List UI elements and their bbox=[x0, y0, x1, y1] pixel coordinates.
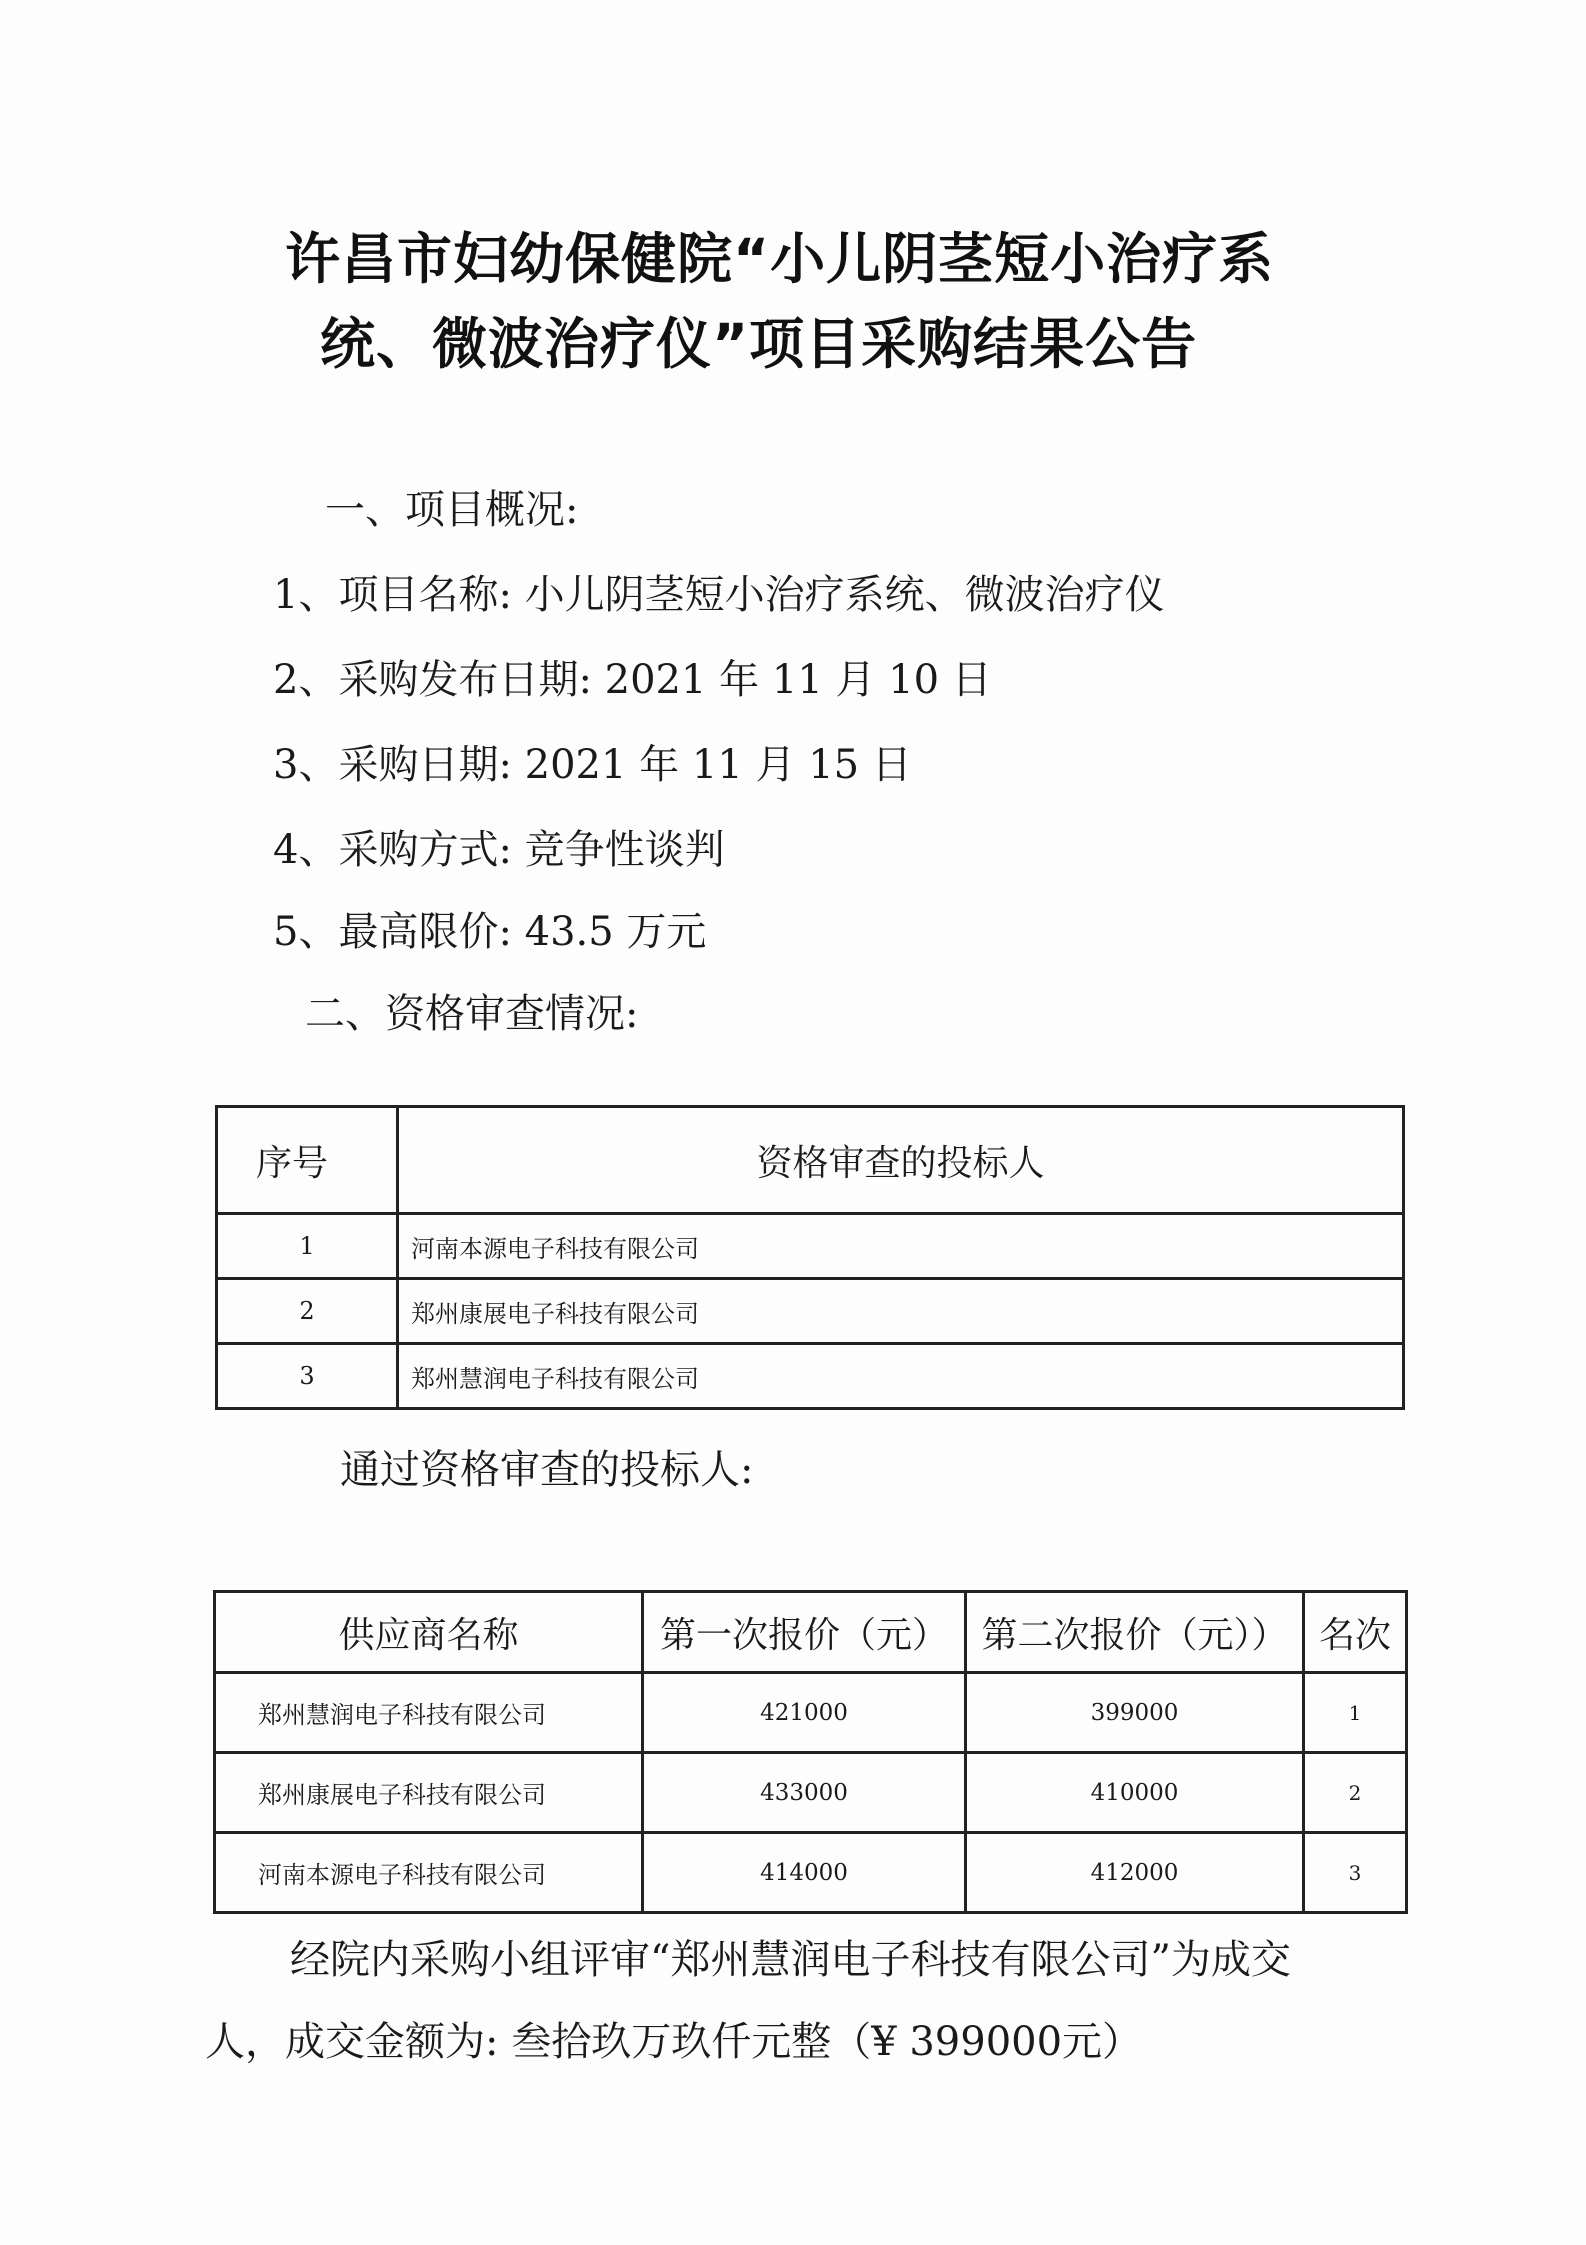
column-header-bidder: 资格审查的投标人 bbox=[398, 1107, 1404, 1214]
conclusion-line-2: 人，成交金额为: 叁拾玖万玖仟元整（¥ 399000元） bbox=[205, 2019, 1143, 2065]
max-price-item: 5、最高限价: 43.5 万元 bbox=[273, 909, 707, 955]
bidder-name: 郑州慧润电子科技有限公司 bbox=[398, 1344, 1404, 1409]
section-1-heading: 一、项目概况: bbox=[325, 487, 579, 533]
table-row bbox=[217, 1214, 1404, 1279]
supplier-name: 郑州慧润电子科技有限公司 bbox=[215, 1673, 643, 1753]
document-title-line-1: 许昌市妇幼保健院“小儿阴茎短小治疗系 bbox=[285, 227, 1275, 291]
rank: 1 bbox=[1304, 1673, 1407, 1753]
rank: 2 bbox=[1304, 1753, 1407, 1833]
table-row bbox=[215, 1673, 1407, 1753]
passed-bidders-heading: 通过资格审查的投标人: bbox=[340, 1447, 754, 1493]
row-number: 2 bbox=[217, 1279, 398, 1344]
project-name-item: 1、项目名称: 小儿阴茎短小治疗系统、微波治疗仪 bbox=[273, 572, 1165, 618]
table-row bbox=[217, 1279, 1404, 1344]
column-header-first-quote: 第一次报价（元） bbox=[643, 1592, 966, 1673]
column-header-second-quote: 第二次报价（元）） bbox=[966, 1592, 1304, 1673]
row-number: 3 bbox=[217, 1344, 398, 1409]
qualification-table bbox=[215, 1105, 1405, 1410]
row-number: 1 bbox=[217, 1214, 398, 1279]
first-quote: 414000 bbox=[643, 1833, 966, 1913]
second-quote: 412000 bbox=[966, 1833, 1304, 1913]
column-header-number: 序号 bbox=[217, 1107, 398, 1214]
supplier-name: 郑州康展电子科技有限公司 bbox=[215, 1753, 643, 1833]
table-row bbox=[215, 1833, 1407, 1913]
first-quote: 421000 bbox=[643, 1673, 966, 1753]
column-header-supplier: 供应商名称 bbox=[215, 1592, 643, 1673]
quotation-table-header bbox=[215, 1592, 1407, 1673]
qualification-table-header bbox=[217, 1107, 1404, 1214]
first-quote: 433000 bbox=[643, 1753, 966, 1833]
quotation-table bbox=[213, 1590, 1408, 1914]
table-row bbox=[215, 1753, 1407, 1833]
second-quote: 410000 bbox=[966, 1753, 1304, 1833]
purchase-method-item: 4、采购方式: 竞争性谈判 bbox=[273, 827, 725, 873]
second-quote: 399000 bbox=[966, 1673, 1304, 1753]
conclusion-line-1: 经院内采购小组评审“郑州慧润电子科技有限公司”为成交 bbox=[290, 1937, 1291, 1983]
supplier-name: 河南本源电子科技有限公司 bbox=[215, 1833, 643, 1913]
bidder-name: 河南本源电子科技有限公司 bbox=[398, 1214, 1404, 1279]
rank: 3 bbox=[1304, 1833, 1407, 1913]
document-title-line-2: 统、微波治疗仪”项目采购结果公告 bbox=[320, 312, 1198, 376]
section-2-heading: 二、资格审查情况: bbox=[305, 991, 639, 1037]
publish-date-item: 2、采购发布日期: 2021 年 11 月 10 日 bbox=[273, 657, 992, 703]
table-row bbox=[217, 1344, 1404, 1409]
bidder-name: 郑州康展电子科技有限公司 bbox=[398, 1279, 1404, 1344]
purchase-date-item: 3、采购日期: 2021 年 11 月 15 日 bbox=[273, 742, 912, 788]
column-header-rank: 名次 bbox=[1304, 1592, 1407, 1673]
